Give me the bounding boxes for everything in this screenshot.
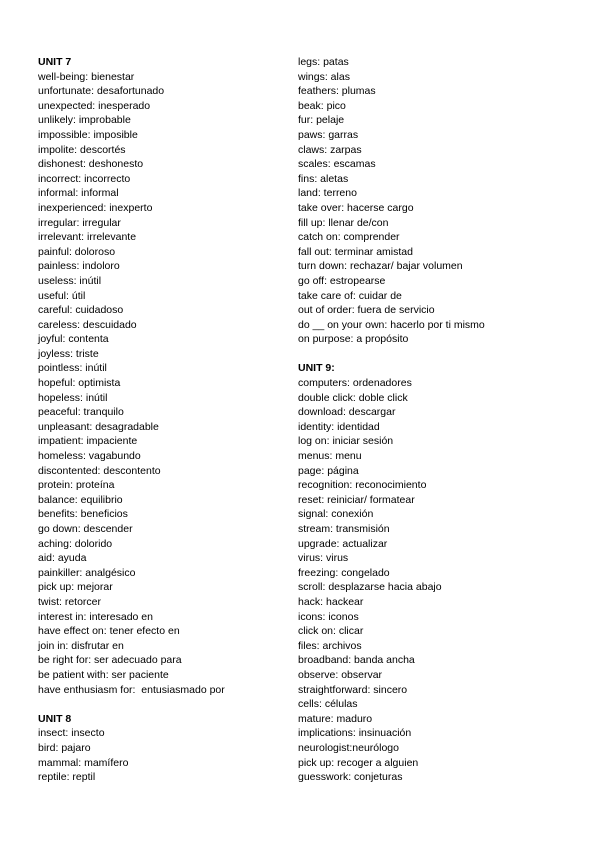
vocab-entry: irrelevant: irrelevante (38, 231, 137, 244)
vocab-entry: pick up: mejorar (38, 581, 113, 594)
vocab-entry: pick up: recoger a alguien (298, 756, 419, 769)
vocab-entry: unexpected: inesperado (38, 99, 151, 112)
vocab-entry: useless: inútil (38, 274, 102, 287)
vocab-entry: impolite: descortés (38, 143, 126, 156)
vocab-entry: insect: insecto (38, 727, 105, 740)
vocab-entry: pointless: inútil (38, 362, 107, 375)
vocab-entry: painless: indoloro (38, 260, 120, 273)
vocab-entry: out of order: fuera de servicio (298, 304, 435, 317)
vocab-entry: careful: cuidadoso (38, 304, 124, 317)
vocab-entry: land: terreno (298, 187, 357, 200)
vocab-entry: virus: virus (298, 552, 349, 565)
vocab-entry: impatient: impaciente (38, 435, 138, 448)
vocab-entry: be patient with: ser paciente (38, 668, 169, 681)
vocab-entry: informal: informal (38, 187, 119, 200)
vocab-entry: legs: patas (298, 56, 349, 68)
vocab-entry: download: descargar (298, 406, 396, 419)
vocab-entry: painkiller: analgésico (38, 566, 136, 579)
vocab-entry: stream: transmisión (298, 523, 390, 535)
vocab-entry: interest in: interesado en (38, 610, 153, 623)
unit7-heading: UNIT 7 (38, 56, 72, 68)
vocab-entry: mammal: mamífero (38, 756, 129, 769)
vocab-entry: straightforward: sincero (298, 683, 408, 696)
vocab-entry: neurologist:neurólogo (298, 741, 399, 754)
vocab-entry: take over: hacerse cargo (298, 201, 414, 214)
vocab-entry: joyless: triste (38, 347, 99, 360)
vocab-entry: freezing: congelado (298, 566, 390, 579)
vocab-entry: click on: clicar (298, 625, 364, 638)
vocab-entry: go down: descender (38, 523, 133, 535)
vocab-entry: bird: pajaro (38, 741, 91, 754)
vocab-entry: unfortunate: desafortunado (38, 85, 165, 98)
vocab-entry: have effect on: tener efecto en (38, 625, 180, 638)
vocab-entry: double click: doble click (298, 391, 408, 404)
section-gap (298, 347, 568, 362)
vocab-entry: well-being: bienestar (38, 70, 135, 83)
unit8-heading: UNIT 8 (38, 712, 72, 725)
vocab-entry: feathers: plumas (298, 85, 376, 98)
vocab-entry: careless: descuidado (38, 318, 137, 331)
vocab-entry: aid: ayuda (38, 552, 87, 565)
vocab-entry: protein: proteína (38, 479, 115, 492)
vocab-entry: mature: maduro (298, 712, 373, 725)
section-gap (38, 697, 288, 712)
vocab-entry: reset: reiniciar/ formatear (298, 493, 415, 506)
vocab-entry: turn down: rechazar/ bajar volumen (298, 260, 463, 273)
vocab-entry: balance: equilibrio (38, 493, 123, 506)
vocab-entry: do __ on your own: hacerlo por ti mismo (298, 318, 485, 331)
vocab-entry: impossible: imposible (38, 128, 138, 141)
vocab-entry: fur: pelaje (298, 114, 345, 127)
unit9-list (298, 376, 568, 785)
vocab-entry: hopeless: inútil (38, 391, 108, 404)
vocab-entry: homeless: vagabundo (38, 450, 141, 463)
vocab-entry: inexperienced: inexperto (38, 201, 153, 214)
vocab-entry: page: página (298, 464, 359, 477)
vocab-entry: files: archivos (298, 639, 362, 652)
vocab-entry: recognition: reconocimiento (298, 479, 427, 492)
unit8-list-part1 (38, 726, 288, 784)
vocab-entry: hack: hackear (298, 595, 364, 608)
vocab-entry: fins: aletas (298, 172, 349, 185)
vocab-entry: fill up: llenar de/con (298, 216, 389, 229)
vocab-entry: cells: células (298, 698, 358, 711)
vocab-entry: twist: retorcer (38, 595, 102, 608)
vocab-entry: guesswork: conjeturas (298, 771, 403, 784)
vocab-entry: signal: conexión (298, 508, 374, 521)
vocab-entry: scroll: desplazarse hacia abajo (298, 581, 442, 594)
vocab-entry: wings: alas (298, 70, 350, 83)
vocab-entry: claws: zarpas (298, 143, 362, 156)
vocab-entry: dishonest: deshonesto (38, 158, 144, 171)
right-column (298, 55, 568, 785)
vocab-entry: reptile: reptil (38, 771, 96, 784)
vocab-entry: useful: útil (38, 289, 86, 302)
vocab-entry: paws: garras (298, 128, 359, 141)
vocab-entry: broadband: banda ancha (298, 654, 415, 667)
unit7-list (38, 70, 288, 698)
vocab-entry: on purpose: a propósito (298, 333, 409, 346)
vocab-entry: icons: iconos (298, 610, 359, 623)
vocab-entry: peaceful: tranquilo (38, 406, 124, 419)
vocab-entry: be right for: ser adecuado para (38, 654, 182, 667)
vocab-entry: observe: observar (298, 668, 383, 681)
vocab-entry: aching: dolorido (38, 537, 113, 550)
vocab-entry: beak: pico (298, 99, 346, 112)
left-column (38, 55, 288, 785)
vocab-entry: have enthusiasm for: entusiasmado por (38, 683, 225, 696)
vocab-entry: hopeful: optimista (38, 377, 121, 390)
vocab-entry: go off: estropearse (298, 274, 386, 287)
unit9-heading: UNIT 9: (298, 362, 335, 375)
vocab-entry: join in: disfrutar en (38, 639, 124, 652)
vocab-entry: identity: identidad (298, 420, 380, 433)
vocab-entry: computers: ordenadores (298, 377, 412, 390)
vocab-entry: upgrade: actualizar (298, 537, 388, 550)
vocab-entry: irregular: irregular (38, 216, 121, 229)
vocab-entry: painful: doloroso (38, 245, 116, 258)
vocab-entry: implications: insinuación (298, 727, 412, 740)
vocab-entry: incorrect: incorrecto (38, 172, 131, 185)
vocab-entry: take care of: cuidar de (298, 289, 402, 302)
vocab-entry: log on: iniciar sesión (298, 435, 394, 448)
unit8-list-part2 (298, 55, 568, 347)
vocab-entry: menus: menu (298, 450, 362, 463)
vocab-entry: catch on: comprender (298, 231, 400, 244)
vocab-entry: joyful: contenta (38, 333, 109, 346)
vocab-entry: unlikely: improbable (38, 114, 131, 127)
vocab-entry: unpleasant: desagradable (38, 420, 159, 433)
vocab-entry: fall out: terminar amistad (298, 245, 413, 258)
vocab-entry: discontented: descontento (38, 464, 161, 477)
vocab-entry: benefits: beneficios (38, 508, 128, 521)
vocab-entry: scales: escamas (298, 158, 376, 171)
